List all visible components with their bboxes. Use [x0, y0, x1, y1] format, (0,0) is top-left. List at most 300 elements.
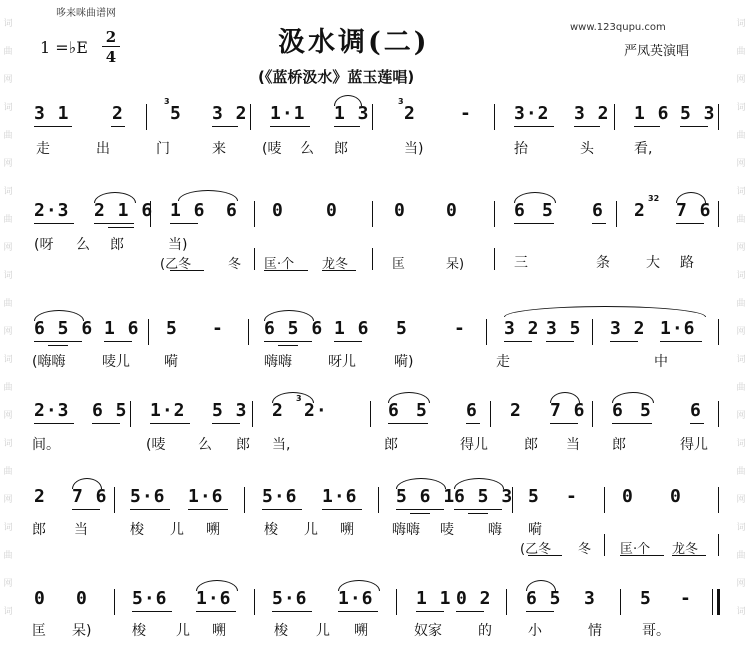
barline	[592, 319, 593, 345]
underline	[514, 126, 554, 127]
watermark-char: 词	[736, 523, 746, 533]
underline	[396, 509, 444, 510]
note: 3	[584, 588, 596, 609]
note: 2	[112, 103, 124, 124]
slur	[178, 190, 238, 201]
note: 5·6	[272, 588, 308, 609]
underline	[660, 341, 702, 342]
note: 2	[634, 200, 646, 221]
underline	[620, 555, 664, 556]
lyric: 嗨	[488, 522, 502, 538]
time-signature	[102, 28, 120, 67]
note: 5	[542, 200, 554, 221]
slur	[334, 95, 362, 106]
grace-note: 3	[164, 97, 170, 106]
percussion: 冬	[228, 257, 242, 272]
watermark-char: 网	[3, 327, 13, 337]
note: 0	[670, 486, 682, 507]
note: 5·6	[130, 486, 166, 507]
barline	[718, 401, 719, 427]
watermark-char: 曲	[3, 299, 13, 309]
note: 7 6	[72, 486, 108, 507]
note: 5	[416, 400, 428, 421]
underline	[170, 270, 204, 271]
note: 1·6	[660, 318, 696, 339]
watermark-char: 网	[736, 411, 746, 421]
note: 5	[528, 486, 540, 507]
barline	[512, 487, 513, 513]
performer: 严凤英演唱	[624, 44, 690, 59]
note: 5	[170, 103, 182, 124]
percussion: 龙冬	[322, 257, 349, 272]
barline	[250, 104, 251, 130]
note: 6 5	[526, 588, 562, 609]
barline	[372, 248, 373, 270]
barline	[718, 104, 719, 130]
underline	[264, 341, 312, 342]
lyric: 嗬	[528, 522, 542, 538]
underline	[456, 611, 484, 612]
note: 3 2	[212, 103, 248, 124]
watermark-char: 词	[3, 439, 13, 449]
lyric: (唛	[146, 437, 166, 453]
underline	[592, 223, 606, 224]
lyric: 抬	[514, 141, 528, 157]
underline	[546, 341, 574, 342]
underline	[466, 423, 480, 424]
note: 5·6	[262, 486, 298, 507]
underline	[676, 223, 704, 224]
underline	[196, 611, 236, 612]
underline	[338, 611, 378, 612]
note: 6	[466, 400, 478, 421]
barline	[150, 201, 151, 227]
note: 1 3	[334, 103, 370, 124]
lyric: 大	[646, 255, 660, 271]
watermark-char: 曲	[736, 299, 746, 309]
key-signature: 1 =♭E	[40, 38, 88, 57]
underline	[272, 611, 312, 612]
watermark-char: 网	[3, 579, 13, 589]
watermark-char: 网	[736, 495, 746, 505]
watermark-char: 曲	[736, 383, 746, 393]
underline	[188, 509, 228, 510]
note: 6 5 6	[34, 318, 94, 339]
underline	[612, 423, 652, 424]
note: 5 3	[212, 400, 248, 421]
watermark-char: 曲	[736, 47, 746, 57]
lyric: 得儿	[460, 437, 488, 453]
watermark-char: 词	[3, 355, 13, 365]
underline	[672, 555, 706, 556]
watermark-char: 曲	[3, 551, 13, 561]
lyric: 郎	[384, 437, 398, 453]
underline	[34, 423, 74, 424]
lyric: 郎	[110, 237, 124, 253]
underline	[132, 611, 172, 612]
lyric: 来	[212, 141, 226, 157]
note: 1 6	[634, 103, 670, 124]
slur	[94, 192, 136, 203]
lyric: 条	[596, 255, 610, 271]
underline	[410, 513, 430, 514]
watermark-char: 词	[3, 103, 13, 113]
watermark-char: 曲	[3, 131, 13, 141]
note: -	[212, 318, 224, 339]
underline	[48, 345, 68, 346]
note: 2·3	[34, 400, 70, 421]
barline	[130, 401, 131, 427]
lyric: 郎	[32, 522, 46, 538]
barline	[254, 201, 255, 227]
lyric: 当,	[272, 437, 291, 453]
watermark-char: 词	[736, 439, 746, 449]
slur	[396, 478, 446, 489]
lyric: 唛	[440, 522, 454, 538]
lyric: 间。	[32, 437, 60, 453]
underline	[690, 423, 704, 424]
underline	[130, 509, 170, 510]
watermark-char: 网	[3, 495, 13, 505]
subtitle: (《蓝桥汲水》蓝玉莲唱)	[258, 68, 415, 86]
lyric: 么	[300, 141, 314, 157]
note: 7 6	[550, 400, 586, 421]
underline	[92, 423, 120, 424]
watermark-char: 网	[736, 243, 746, 253]
lyric: 儿	[176, 623, 190, 639]
underline	[574, 126, 600, 127]
underline	[34, 341, 82, 342]
percussion: 冬	[578, 542, 592, 557]
final-barline-thick	[717, 589, 720, 615]
lyric: 嗬)	[394, 354, 414, 370]
underline	[526, 611, 554, 612]
site-name: 哆来咪曲谱网	[56, 8, 116, 19]
lyric: 呀儿	[328, 354, 356, 370]
lyric: 呆)	[72, 623, 92, 639]
barline	[718, 319, 719, 345]
lyric: 头	[580, 141, 594, 157]
lyric: (嗨嗨	[32, 354, 66, 370]
barline	[378, 487, 379, 513]
underline	[334, 341, 362, 342]
note: 6 5 6	[264, 318, 324, 339]
barline	[614, 104, 615, 130]
lyric: 唛儿	[102, 354, 130, 370]
underline	[322, 270, 356, 271]
note: 1·6	[338, 588, 374, 609]
slur	[72, 478, 102, 489]
watermark-char: 词	[3, 607, 13, 617]
underline	[468, 513, 488, 514]
note: 0	[76, 588, 88, 609]
note: 0	[272, 200, 284, 221]
note: 0	[622, 486, 634, 507]
slur	[550, 392, 580, 403]
lyric: 嗨嗨	[392, 522, 420, 538]
underline	[550, 423, 578, 424]
barline	[370, 401, 371, 427]
underline	[634, 126, 660, 127]
note: 2	[510, 400, 522, 421]
lyric: 么	[76, 237, 90, 253]
watermark-char: 网	[736, 579, 746, 589]
underline	[504, 341, 532, 342]
barline	[254, 589, 255, 615]
watermark-char: 曲	[3, 467, 13, 477]
barline	[148, 319, 149, 345]
lyric: 么	[198, 437, 212, 453]
lyric: 三	[514, 255, 528, 271]
note: 6 5	[92, 400, 128, 421]
percussion: 匡	[392, 257, 406, 272]
lyric: (呀	[34, 237, 54, 253]
underline	[262, 509, 302, 510]
underline	[454, 509, 502, 510]
lyric: (唛	[262, 141, 282, 157]
final-barline-thin	[712, 589, 713, 615]
watermark-char: 曲	[736, 131, 746, 141]
note: 3 2	[504, 318, 540, 339]
note: -	[454, 318, 466, 339]
slur	[514, 192, 556, 203]
underline	[150, 423, 190, 424]
barline	[494, 104, 495, 130]
watermark-char: 曲	[736, 551, 746, 561]
lyric: 奴家	[414, 623, 442, 639]
lyric: 匡	[32, 623, 46, 639]
lyric: 嗍	[212, 623, 226, 639]
watermark-char: 曲	[3, 215, 13, 225]
barline	[718, 534, 719, 556]
lyric: 看,	[634, 141, 653, 157]
lyric: 儿	[170, 522, 184, 538]
lyric: 嗍	[206, 522, 220, 538]
note: 7 6	[676, 200, 712, 221]
underline	[388, 423, 428, 424]
barline	[494, 248, 495, 270]
lyric: 门	[156, 141, 170, 157]
note: 6	[226, 200, 238, 221]
watermark-char: 曲	[736, 467, 746, 477]
lyric: 儿	[316, 623, 330, 639]
note: 1·6	[188, 486, 224, 507]
slur	[612, 392, 654, 403]
barline	[372, 201, 373, 227]
watermark-char: 网	[3, 243, 13, 253]
watermark-char: 网	[3, 159, 13, 169]
note: 5 6 1	[396, 486, 456, 507]
barline	[372, 104, 373, 130]
lyric: 当)	[404, 141, 424, 157]
lyric: 小	[528, 623, 542, 639]
barline	[718, 201, 719, 227]
watermark-char: 网	[3, 411, 13, 421]
lyric: 郎	[524, 437, 538, 453]
note: 3 2	[610, 318, 646, 339]
barline	[592, 401, 593, 427]
percussion: 匡·个	[620, 542, 651, 557]
underline	[610, 341, 638, 342]
lyric: 嗍	[354, 623, 368, 639]
underline	[212, 126, 238, 127]
note: 2	[272, 400, 284, 421]
watermark-char: 词	[736, 187, 746, 197]
slur	[264, 310, 314, 321]
watermark-char: 曲	[3, 47, 13, 57]
lyric: 走	[36, 141, 50, 157]
note: 0	[326, 200, 338, 221]
barline	[146, 104, 147, 130]
note: 2	[404, 103, 416, 124]
underline	[108, 227, 134, 228]
note: 1 6	[104, 318, 140, 339]
barline	[248, 319, 249, 345]
lyric: 出	[96, 141, 110, 157]
note: 5 3	[680, 103, 716, 124]
underline	[104, 341, 132, 342]
note: 1·6	[196, 588, 232, 609]
barline	[254, 248, 255, 270]
underline	[680, 126, 708, 127]
song-title: 汲水调(二)	[278, 27, 430, 58]
underline	[270, 126, 310, 127]
percussion: (乙冬	[160, 257, 192, 272]
barline	[244, 487, 245, 513]
watermark-char: 网	[736, 159, 746, 169]
underline	[34, 223, 74, 224]
lyric: 当	[566, 437, 580, 453]
note: 6 5 3	[454, 486, 514, 507]
slur	[454, 478, 504, 489]
barline	[506, 589, 507, 615]
watermark-char: 词	[3, 271, 13, 281]
underline	[34, 126, 72, 127]
watermark-char: 词	[736, 271, 746, 281]
watermark-left	[2, 10, 14, 626]
grace-note: 3	[398, 97, 404, 106]
percussion: 龙冬	[672, 542, 699, 557]
watermark-char: 网	[736, 327, 746, 337]
lyric: 嗍	[340, 522, 354, 538]
lyric: 郎	[612, 437, 626, 453]
watermark-char: 词	[736, 103, 746, 113]
note: 6	[612, 400, 624, 421]
meter-top: 2	[102, 28, 120, 47]
note: 1·2	[150, 400, 186, 421]
note: -	[460, 103, 472, 124]
underline	[72, 509, 100, 510]
note: 2 1 6	[94, 200, 154, 221]
underline	[322, 509, 362, 510]
lyric: 郎	[334, 141, 348, 157]
note: 3 5	[546, 318, 582, 339]
barline	[604, 487, 605, 513]
note: 0	[34, 588, 46, 609]
note: -	[566, 486, 578, 507]
barline	[718, 487, 719, 513]
lyric: 梭	[130, 522, 144, 538]
watermark-char: 曲	[3, 383, 13, 393]
barline	[620, 589, 621, 615]
watermark-char: 词	[3, 187, 13, 197]
note: 0	[446, 200, 458, 221]
watermark-char: 词	[736, 607, 746, 617]
watermark-char: 网	[3, 75, 13, 85]
slur	[34, 310, 84, 321]
lyric: 郎	[236, 437, 250, 453]
note: 1 6	[334, 318, 370, 339]
underline	[334, 126, 360, 127]
note: 6	[514, 200, 526, 221]
lyric: 儿	[304, 522, 318, 538]
barline	[114, 589, 115, 615]
note: 5	[396, 318, 408, 339]
slur	[338, 580, 380, 591]
site-url: www.123qupu.com	[570, 22, 666, 33]
note: 2·3	[34, 200, 70, 221]
watermark-char: 词	[3, 19, 13, 29]
slur	[526, 580, 556, 591]
meter-bottom: 4	[105, 48, 117, 66]
slur	[388, 392, 430, 403]
note: 5	[640, 588, 652, 609]
underline	[416, 611, 444, 612]
note: 1 1	[416, 588, 452, 609]
lyric: 梭	[132, 623, 146, 639]
note: 3 1	[34, 103, 70, 124]
lyric: 梭	[264, 522, 278, 538]
underline	[170, 223, 198, 224]
note: 0	[394, 200, 406, 221]
percussion: (乙冬	[520, 542, 552, 557]
note: 6	[690, 400, 702, 421]
slur	[504, 306, 706, 317]
underline	[278, 345, 298, 346]
note: 1·1	[270, 103, 306, 124]
percussion: 呆)	[446, 257, 465, 272]
barline	[252, 401, 253, 427]
lyric: 嗨嗨	[264, 354, 292, 370]
slur	[196, 580, 238, 591]
watermark-char: 曲	[736, 215, 746, 225]
barline	[490, 401, 491, 427]
note: 6	[592, 200, 604, 221]
underline	[111, 126, 125, 127]
lyric: 得儿	[680, 437, 708, 453]
lyric: 当	[74, 522, 88, 538]
note: 2·	[304, 400, 328, 421]
underline	[94, 223, 134, 224]
note: 0 2	[456, 588, 492, 609]
watermark-char: 词	[736, 19, 746, 29]
note: -	[680, 588, 692, 609]
lyric: 路	[680, 255, 694, 271]
lyric: 哥。	[642, 623, 670, 639]
note: 1·6	[322, 486, 358, 507]
barline	[396, 589, 397, 615]
lyric: 当)	[168, 237, 188, 253]
watermark-char: 网	[736, 75, 746, 85]
lyric: 情	[588, 623, 602, 639]
barline	[114, 487, 115, 513]
barline	[616, 201, 617, 227]
lyric: 的	[478, 623, 492, 639]
note: 3·2	[514, 103, 550, 124]
slur	[272, 392, 314, 403]
watermark-right	[735, 10, 747, 626]
lyric: 梭	[274, 623, 288, 639]
